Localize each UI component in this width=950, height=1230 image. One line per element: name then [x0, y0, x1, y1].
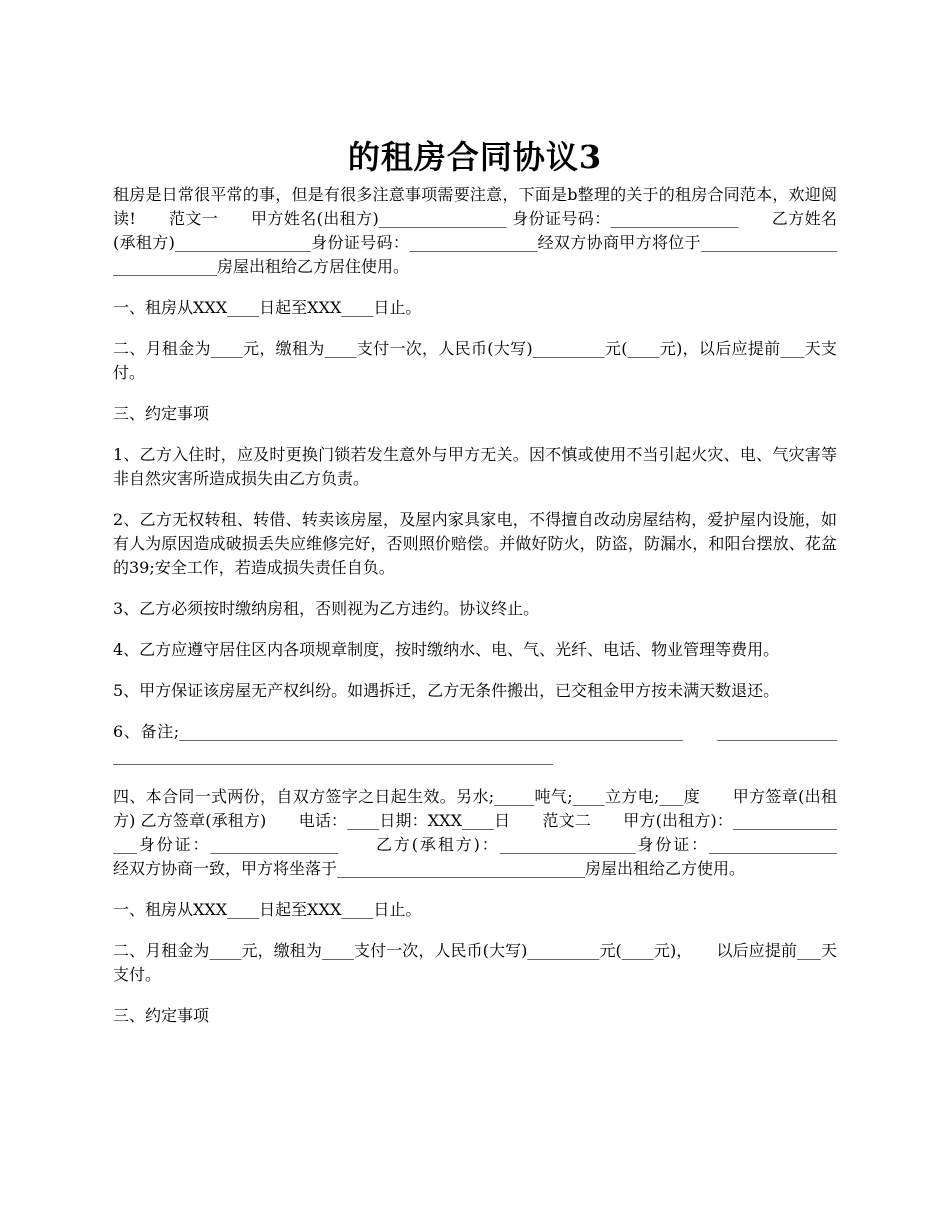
clause-5: 5、甲方保证该房屋无产权纠纷。如遇拆迁，乙方无条件搬出，已交租金甲方按未满天数退还。 [113, 681, 780, 700]
agreed-items-heading-2: 三、约定事项 [113, 1006, 210, 1025]
rent-paragraph: 二、月租金为____元，缴租为____支付一次，人民币(大写)_________元(____元)，以后应提前___天支付。 [113, 339, 837, 382]
agreed-items-heading: 三、约定事项 [113, 404, 210, 423]
clause-6-remarks: 6、备注;_______________________________________________________________ ______________________________________________________________________ [113, 722, 837, 765]
lease-term-paragraph: 一、租房从XXX____日起至XXX____日止。 [113, 298, 422, 317]
clause-4: 4、乙方应遵守居住区内各项规章制度，按时缴纳水、电、气、光纤、电话、物业管理等费用。 [113, 640, 780, 659]
document-body [113, 183, 870, 1045]
signature-paragraph: 四、本合同一式两份，自双方签字之日起生效。另水;_____吨气;____立方电;___度 甲方签章(出租方) 乙方签章(承租方) 电话：____日期：XXX____日 范文二 甲方(出租方)：________________身份证：________________ 乙方(承租方)：_________________身份证：________________ 经双方协商一致，甲方将坐落于_______________________________房屋出租给乙方使用。 [113, 787, 870, 878]
intro-paragraph: 租房是日常很平常的事，但是有很多注意事项需要注意，下面是b整理的关于的租房合同范本，欢迎阅读! 范文一 甲方姓名(出租方)________________ 身份证号码：________________ 乙方姓名(承租方)_________________身份证号码：________________经双方协商甲方将位于______________________________房屋出租给乙方居住使用。 [113, 185, 837, 276]
clause-3: 3、乙方必须按时缴纳房租，否则视为乙方违约。协议终止。 [113, 599, 540, 618]
clause-1: 1、乙方入住时，应及时更换门锁若发生意外与甲方无关。因不慎或使用不当引起火灾、电、气灾害等非自然灾害所造成损失由乙方负责。 [113, 445, 837, 488]
lease-term-paragraph-2: 一、租房从XXX____日起至XXX____日止。 [113, 900, 422, 919]
document-title: 的租房合同协议3 [347, 138, 603, 177]
clause-2: 2、乙方无权转租、转借、转卖该房屋，及屋内家具家电，不得擅自改动房屋结构，爱护屋内设施，如有人为原因造成破损丢失应维修完好，否则照价赔偿。并做好防火，防盗，防漏水，和阳台摆放、花盆的39;安全工作，若造成损失责任自负。 [113, 510, 837, 577]
rent-paragraph-2: 二、月租金为____元，缴租为____支付一次，人民币(大写)_________元(____元)， 以后应提前___天支付。 [113, 941, 837, 984]
